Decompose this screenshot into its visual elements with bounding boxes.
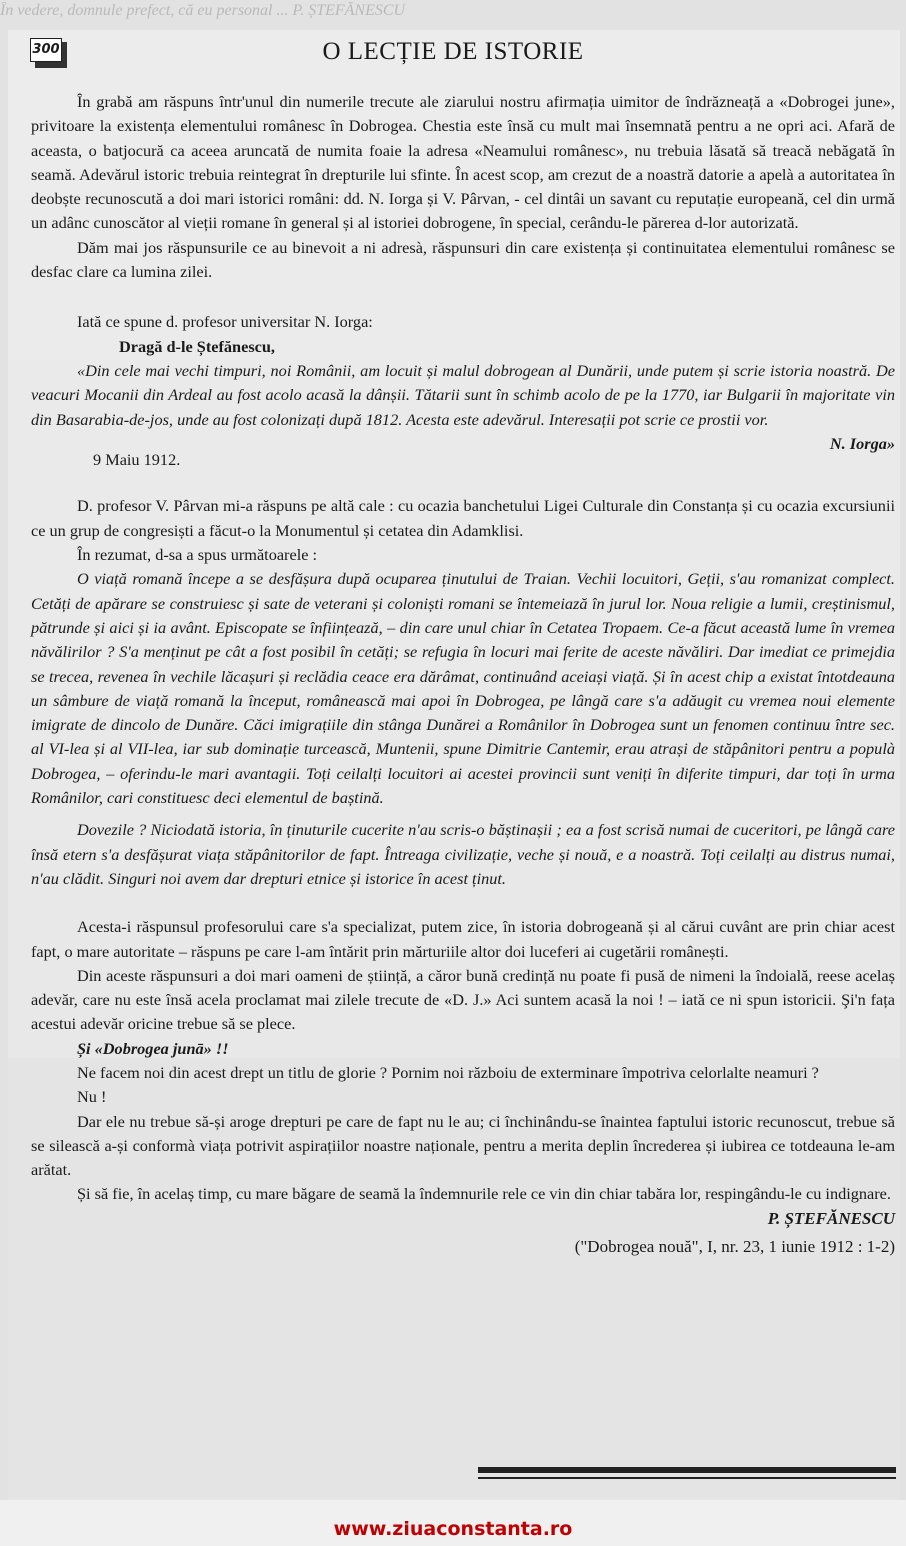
source-citation: ("Dobrogea nouă", I, nr. 23, 1 iunie 1912 : 1-2) <box>574 1237 895 1257</box>
page-number: 300 <box>30 38 62 62</box>
paragraph-responses: Dăm mai jos răspunsurile ce au binevoit a ni adresà, răspunsuri din care existența și continuitatea elementului românesc se desfac clare ca lumina zilei. <box>31 237 895 282</box>
closing-rule-thick <box>478 1467 896 1473</box>
parvan-proofs: Dovezile ? Niciodată istoria, în ținuturile cucerite n'au scris-o băștinașii ; ea a fost scrisă numai de cuceritori, pe lângă care însă etern s'a desfășurat viața stăpânitorilor de fapt. Întreaga civilizație, veche și nouă, e a noastră. Toți ceilalți au distrus numai, n'au clădit. Singuri noi avem dar drepturi etnice și istorice în acest ținut. <box>31 820 895 888</box>
exclamation: Și «Dobrogea junā» !! <box>77 1038 229 1058</box>
iorga-signature: N. Iorga» <box>829 433 895 453</box>
closing-paragraph-1: Acesta-i răspunsul profesorului care s'a specializat, putem zice, în istoria dobrogeană și al cărui cuvânt are prin chiar acest fapt, o mare autoritate – răspuns pe care l-am întărit prin mărturiile altor doi luceferi ai cugetării românești. <box>31 917 895 961</box>
question: Ne facem noi din acest drept un titlu de glorie ? Pornim noi războiu de exterminare împotriva celorlalte neamuri ? <box>77 1062 819 1082</box>
final-paragraph-2: Și să fie, în acelaș timp, cu mare băgare de seamă la îndemnurile rele ce vin din chiar tabăra lor, respingându-le cu indignare. <box>77 1184 891 1204</box>
closing-paragraph-2: Din aceste răspunsuri a doi mari oameni de știință, a căror bună credință nu poate fi pusă de nimeni la îndoială, reese acelaș adevăr, care nu este însă acela proclamat mai zilele trecute de «D. J.» Aci suntem acasă la noi ! – iată ce ni spun istoricii. Şi'n fața acestui adevăr oricine trebue să se plece. <box>31 965 895 1034</box>
page-title: O LECȚIE DE ISTORIE <box>322 38 584 65</box>
website-link[interactable]: www.ziuaconstanta.ro <box>333 1518 573 1540</box>
parvan-intro: D. profesor V. Pârvan mi-a răspuns pe altă cale : cu ocazia banchetului Ligei Culturale din Constanța și cu ocazia excursiunii ce un grup de congresiști a făcut-o la Monumentul și cetatea din Adamklisi. <box>31 496 895 540</box>
paragraph-intro: Ȋn grabă am răspuns într'unul din numerile trecute ale ziarului nostru afirmația uimitor de îndrăzneață a «Dobrogei june», privitoare la existența elementului românesc în Dobrogea. Chestia este însă cu mult mai însemnată pentru a ne opri aci. Afară de aceasta, o batjocură ca aceea aruncată de numita foaie la adresa «Neamului românesc», nu trebuia lăsată să treacă nebăgată în seamă. Adevărul istoric trebuia reintegrat în drepturile lui sfinte. În acest scop, am crezut de a noastră datorie a apelà a autoritatea în deobște recunoscută a doi mari istorici români: dd. N. Iorga și V. Pârvan, - cel dintâi un savant cu reputație europeană, cel din urmă un adânc cunoscător al vieții romane în general și al istoriei dobrogene, în special, cerându-le părerea d-lor autorizată. <box>31 92 895 233</box>
iorga-date: 9 Maiu 1912. <box>93 450 181 470</box>
parvan-text: O viață romană începe a se desfășura după ocuparea ținutului de Traian. Vechii locuitori, Geții, s'au romanizat complect. Cetăți de apărare se construiesc și sate de veterani și coloniști romani se întemeiază în jurul lor. Noua religie a lumii, creștinismul, pătrunde și aici și ia avânt. Episcopate se înființează, – din care unul chiar în Cetatea Tropaem. Ce-a făcut această lume în vremea năvălirilor ? S'a menținut pe cât a fost posibil în cetăți; se refugia în locuri mai ferite de aceste năvăliri. Dar imediat ce primejdia se trecea, revenea în vechile lăcașuri și reclădia ceace era dărâmat, continuând aceiași viață. Și în acest chip a existat întotdeauna un sâmbure de viață romană la început, românească mai apoi în Dobrogea, pe lângă care s'a adăugit cu vremea noui elemente imigrate de dincolo de Dunăre. Căci imigrațiile din stânga Dunărei a Românilor în Dobrogea sunt un fenomen continuu între sec. al VI-lea și al VII-lea, iar sub dominație turcească, Muntenii, spune Dimitrie Cantemir, erau atrași de stăpânitori pentru a populà Dobrogea, – oferindu-le mari avantagii. Toți ceilalți locuitori ai acestei provincii sunt veniți în diferite timpuri, dar toți în urma Românilor, cari constituesc deci elementul de baștină. <box>31 569 895 808</box>
answer: Nu ! <box>77 1087 107 1107</box>
article-body <box>31 90 895 1259</box>
bleed-through-text: În vedere, domnule prefect, că eu personal ... P. ȘTEFĂNESCU <box>0 2 406 19</box>
iorga-letter: «Din cele mai vechi timpuri, noi Românii, am locuit și malul dobrogean al Dunării, unde putem și scrie istoria noastră. De veacuri Mocanii din Ardeal au fost acolo acasă la dânșii. Tătarii sunt în schimb acolo de pe la 1770, iar Bulgarii în majoritate vin din Basarabia-de-jos, unde au fost colonizați după 1812. Acesta este adevărul. Interesații pot scrie ce prostii vor. <box>31 360 895 429</box>
iorga-intro: Iată ce spune d. profesor universitar N. Iorga: <box>77 312 373 332</box>
parvan-summary-intro: În rezumat, d-sa a spus următoarele : <box>77 545 318 565</box>
closing-rule-thin <box>478 1477 896 1479</box>
signature: P. ȘTEFĂNESCU <box>767 1208 895 1228</box>
iorga-salutation: Dragă d-le Ștefănescu, <box>119 336 276 356</box>
final-paragraph-1: Dar ele nu trebue să-și aroge drepturi pe care de fapt nu le au; ci închinându-se înaintea faptului istoric recunoscut, trebue să se silească a-și conformà viața potrivit aspirațiilor noastre naționale, pentru a merita deplin încrederea și iubirea ce totdeauna le-am arătat. <box>31 1111 895 1180</box>
